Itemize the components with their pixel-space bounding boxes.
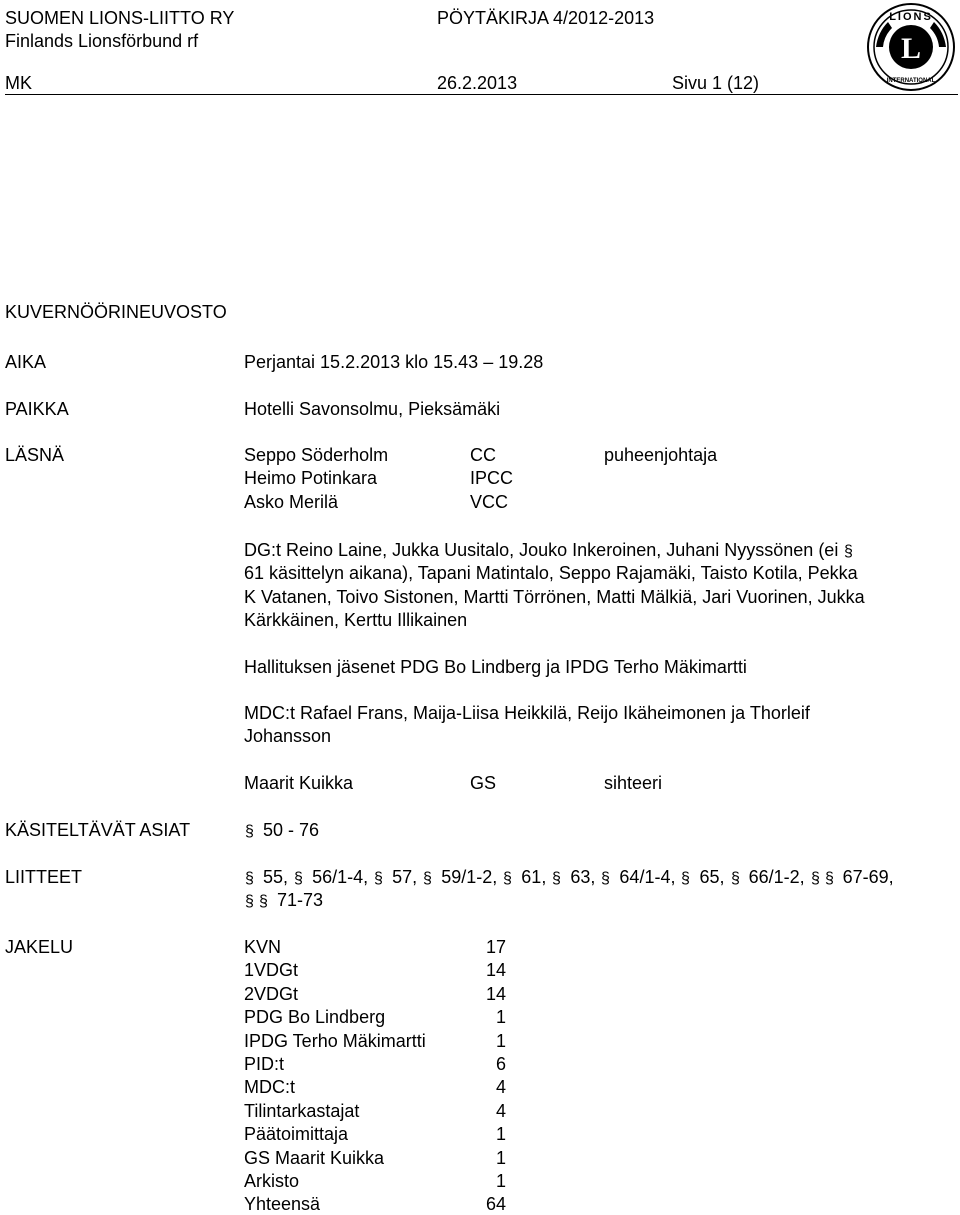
- svg-text:L: L: [900, 32, 922, 65]
- section-symbol-icon: [824, 868, 838, 886]
- attachment-item: 61,: [521, 867, 547, 887]
- svg-text:§: §: [824, 870, 834, 886]
- distribution-recipient: GS Maarit Kuikka: [244, 1148, 385, 1168]
- aika-value: [244, 351, 543, 373]
- attachment-item: 59/1-2,: [441, 867, 498, 887]
- distribution-recipient: 2VDGt: [244, 984, 299, 1004]
- attendee-name: Seppo Söderholm: [244, 445, 389, 465]
- distribution-count: 64: [485, 1194, 506, 1214]
- distribution-recipient: Arkisto: [244, 1171, 300, 1191]
- section-symbol-icon: [244, 868, 258, 886]
- section-symbol-icon: [373, 868, 387, 886]
- attachment-item: 67-69,: [842, 867, 894, 887]
- attendee-role: IPCC: [470, 468, 514, 488]
- gs-name: Maarit Kuikka: [244, 773, 354, 793]
- svg-text:§: §: [294, 870, 303, 886]
- distribution-recipient: IPDG Terho Mäkimartti: [244, 1031, 426, 1051]
- distribution-count: 1: [495, 1171, 506, 1191]
- dash-symbol-icon: –: [483, 352, 499, 372]
- section-symbol-icon: [422, 868, 436, 886]
- mdc-list-line: Johansson: [244, 726, 332, 746]
- svg-text:§: §: [245, 870, 254, 886]
- distribution-count: 1: [495, 1007, 506, 1027]
- svg-text:§: §: [601, 870, 611, 886]
- kasiteltavat-range: 50 - 76: [263, 820, 320, 840]
- document-title: PÖYTÄKIRJA 4/2012-2013: [437, 8, 655, 28]
- liitteet-list-line: [244, 866, 894, 888]
- distribution-recipient: PID:t: [244, 1054, 285, 1074]
- board-members: Hallituksen jäsenet PDG Bo Lindberg ja IPDG Terho Mäkimartti: [244, 657, 747, 677]
- kasiteltavat-label: KÄSITELTÄVÄT ASIAT: [5, 820, 191, 840]
- org-name-swedish: Finlands Lionsförbund rf: [5, 31, 199, 51]
- document-date: 26.2.2013: [437, 73, 518, 93]
- svg-text:§: §: [245, 893, 254, 909]
- attachment-item: 63,: [570, 867, 596, 887]
- attendee-name: Heimo Potinkara: [244, 468, 378, 488]
- svg-text:§: §: [503, 870, 513, 886]
- distribution-count: 4: [495, 1101, 506, 1121]
- lions-logo-icon: [866, 2, 956, 92]
- distribution-recipient: MDC:t: [244, 1077, 295, 1097]
- dg-list-text: DG:t Reino Laine, Jukka Uusitalo, Jouko Inkeroinen, Juhani Nyyssönen (ei: [244, 540, 839, 560]
- aika-start: Perjantai 15.2.2013 klo 15.43: [244, 352, 479, 372]
- aika-label: AIKA: [5, 352, 47, 372]
- attachment-item: 66/1-2,: [748, 867, 805, 887]
- section-symbol-icon: [680, 868, 694, 886]
- header-divider: [5, 94, 958, 95]
- liitteet-list-line: [244, 889, 323, 911]
- distribution-count: 4: [495, 1077, 506, 1097]
- distribution-recipient: KVN: [244, 937, 282, 957]
- svg-text:§: §: [374, 870, 384, 886]
- svg-text:§: §: [844, 543, 854, 559]
- section-symbol-icon: [730, 868, 744, 886]
- distribution-recipient: Päätoimittaja: [244, 1124, 349, 1144]
- distribution-count: 14: [485, 960, 506, 980]
- distribution-count: 17: [485, 937, 506, 957]
- svg-text:§: §: [423, 870, 433, 886]
- section-symbol-icon: [810, 868, 824, 886]
- gs-role: GS: [470, 773, 497, 793]
- svg-text:§: §: [552, 870, 562, 886]
- attachment-item: 65,: [699, 867, 725, 887]
- jakelu-label: JAKELU: [5, 937, 74, 957]
- distribution-count: 1: [495, 1148, 506, 1168]
- dg-list-line: 61 käsittelyn aikana), Tapani Matintalo, Seppo Rajamäki, Taisto Kotila, Pekka: [244, 563, 858, 583]
- section-symbol-icon: [244, 891, 258, 909]
- kasiteltavat-value: [244, 819, 319, 841]
- distribution-recipient: 1VDGt: [244, 960, 299, 980]
- section-symbol-icon: [244, 821, 258, 839]
- distribution-recipient: Yhteensä: [244, 1194, 321, 1214]
- attachment-item: 56/1-4,: [312, 867, 369, 887]
- distribution-recipient: PDG Bo Lindberg: [244, 1007, 386, 1027]
- svg-text:§: §: [730, 870, 740, 886]
- liitteet-label: LIITTEET: [5, 867, 83, 887]
- lasna-label: LÄSNÄ: [5, 445, 65, 465]
- section-symbol-icon: [502, 868, 516, 886]
- svg-text:INTERNATIONAL: INTERNATIONAL: [886, 78, 936, 84]
- dg-list-line: [244, 539, 857, 561]
- attachment-item: 55,: [263, 867, 289, 887]
- attendee-name: Asko Merilä: [244, 492, 339, 512]
- attachment-item: 71-73: [277, 890, 324, 910]
- distribution-count: 1: [495, 1124, 506, 1144]
- svg-text:§: §: [681, 870, 691, 886]
- section-symbol-icon: [843, 541, 857, 559]
- distribution-recipient: Tilintarkastajat: [244, 1101, 360, 1121]
- paikka-value: Hotelli Savonsolmu, Pieksämäki: [244, 399, 501, 419]
- gs-note: sihteeri: [604, 773, 663, 793]
- dg-list-line: Kärkkäinen, Kerttu Illikainen: [244, 610, 468, 630]
- section-symbol-icon: [293, 868, 307, 886]
- distribution-count: 14: [485, 984, 506, 1004]
- aika-end: 19.28: [498, 352, 544, 372]
- author-initials: MK: [5, 73, 32, 93]
- section-symbol-icon: [258, 891, 272, 909]
- svg-text:§: §: [810, 870, 820, 886]
- svg-text:§: §: [259, 893, 268, 909]
- attachment-item: 57,: [392, 867, 418, 887]
- distribution-count: 6: [495, 1054, 506, 1074]
- attachment-item: 64/1-4,: [619, 867, 676, 887]
- mdc-list-line: MDC:t Rafael Frans, Maija-Liisa Heikkilä, Reijo Ikäheimonen ja Thorleif: [244, 703, 810, 723]
- org-name-finnish: SUOMEN LIONS-LIITTO RY: [5, 8, 235, 28]
- svg-text:§: §: [245, 823, 254, 839]
- attendee-role: CC: [470, 445, 496, 465]
- paikka-label: PAIKKA: [5, 399, 69, 419]
- dg-list-line: K Vatanen, Toivo Sistonen, Martti Törrönen, Matti Mälkiä, Jari Vuorinen, Jukka: [244, 587, 865, 607]
- attendee-note: puheenjohtaja: [604, 445, 718, 465]
- section-symbol-icon: [551, 868, 565, 886]
- section-symbol-icon: [600, 868, 614, 886]
- distribution-count: 1: [495, 1031, 506, 1051]
- svg-text:LIONS: LIONS: [889, 11, 933, 23]
- section-title: KUVERNÖÖRINEUVOSTO: [5, 302, 227, 322]
- attendee-role: VCC: [470, 492, 509, 512]
- page-number: Sivu 1 (12): [672, 73, 760, 93]
